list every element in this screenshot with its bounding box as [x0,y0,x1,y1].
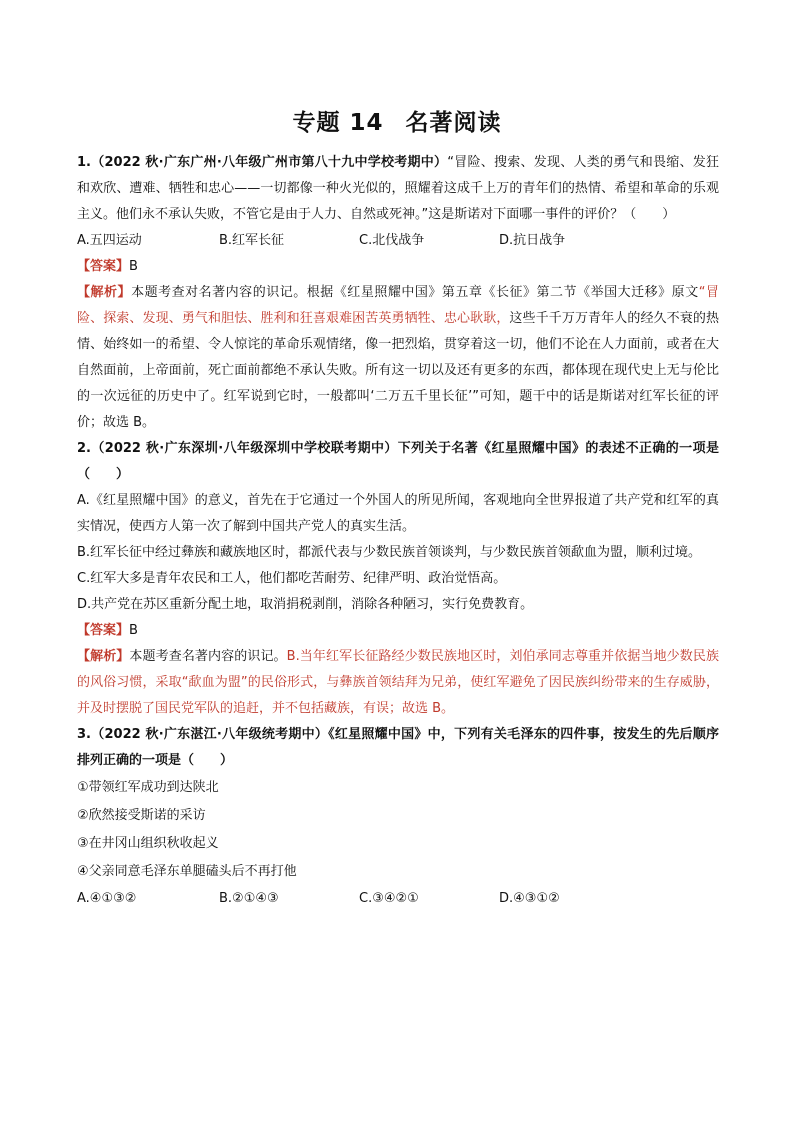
question-3-text: 《红星照耀中国》中，下列有关毛泽东的四件事，按发生的先后顺序排列正确的一项是（ ） [77,727,719,768]
question-1-source: （2022 秋·广东广州·八年级广州市第八十九中学校考期中） [90,155,448,170]
analysis-text-red-1: B.当年红军长征路经少数民族地区时，刘伯承同志尊重并依据当地少数民族的风俗习惯，采取 [77,649,719,690]
answer-value: B [129,259,138,274]
question-1-analysis [77,280,719,436]
page-title [0,104,794,137]
option-d: D.抗日战争 [499,233,566,248]
analysis-text-post: 这些千千万万青年人的经久不衰的热情、始终如一的希望、令人惊诧的革命乐观情绪，像一把烈焰，贯穿着这一切，他们不论在人力面前，或者在大自然面前，上帝面前，死亡面前都绝不承认失败。所有这一切以及还有更多的东西，都体现在现代史上无与伦比的一次远征的历史中了。红军说到它时，一般都叫‘二万五千里长征’”可知，题干中的话是斯诺对红军长征的评价；故选 B。 [77,311,719,430]
question-3-stem [77,722,719,774]
question-3-item-4: ④父亲同意毛泽东单腿磕头后不再打他 [77,864,297,879]
question-2-option-a: A.《红星照耀中国》的意义，首先在于它通过一个外国人的所见所闻，客观地向全世界报道了共产党和红军的真实情况，使西方人第一次了解到中国共产党人的真实生活。 [77,493,719,534]
question-2-text: 下列关于名著《红星照耀中国》的表述不正确的一项是（ ） [77,441,719,482]
question-1-stem [77,150,719,228]
option-b: B.红军长征 [219,233,285,248]
question-2-stem [77,436,719,488]
analysis-text-red-2: 的民俗形式，与彝族首领结拜为兄弟，使红军避免了因民族纠纷带来的生存威胁，并及时摆脱了国民党军队的追赶，并不包括藏族，有误；故选 B。 [77,675,719,716]
question-3-item-1: ①带领红军成功到达陕北 [77,780,219,795]
option-c: C.北伐战争 [359,233,425,248]
question-2-answer [77,618,719,644]
answer-value: B [129,623,138,638]
question-3-source: （2022 秋·广东湛江·八年级统考期中） [90,727,329,742]
title-part-2: 名著阅读 [405,110,502,136]
option-a: A.④①③② [77,891,137,906]
question-2-option-b: B.红军长征中经过彝族和藏族地区时，都派代表与少数民族首领谈判，与少数民族首领歃血为盟，顺利过境。 [77,545,702,560]
question-2-source: （2022 秋·广东深圳·八年级深圳中学校联考期中） [90,441,398,456]
question-2-option-d: D.共产党在苏区重新分配土地，取消捐税剥削，消除各种陋习，实行免费教育。 [77,597,534,612]
option-a: A.五四运动 [77,233,142,248]
title-part-1: 专题 14 [292,110,384,136]
question-2-analysis [77,644,719,722]
question-1-number: 1. [77,155,91,170]
analysis-text-pre: 本题考查对名著内容的识记。根据《红星照耀中国》第五章《长征》第二节《举国大迁移》原文 [131,285,699,300]
question-1-text: “冒险、搜索、发现、人类的勇气和畏缩、发狂和欢欣、遭难、牺牲和忠心——一切都像一种火光似的，照耀着这成千上万的青年们的热情、希望和革命的乐观主义。他们永不承认失败，不管它是由于人力、自然或死神。”这是斯诺对下面哪一事件的评价？（ ） [77,155,719,222]
question-2-number: 2. [77,441,91,456]
question-3-item-3: ③在井冈山组织秋收起义 [77,836,219,851]
analysis-quote: “歃血为盟” [181,675,248,690]
analysis-label: 【解析】 [77,649,130,664]
question-3-number: 3. [77,727,91,742]
analysis-text-pre: 本题考查名著内容的识记。 [129,649,287,664]
answer-label: 【答案】 [77,259,130,274]
analysis-quote: “冒险、探索、发现、勇气和胆怯、胜利和狂喜艰难困苦英勇牺牲、忠心耿耿， [77,285,719,326]
question-3-options [77,886,719,912]
option-d: D.④③①② [499,891,560,906]
question-2-option-c: C.红军大多是青年农民和工人，他们都吃苦耐劳、纪律严明、政治觉悟高。 [77,571,507,586]
question-1-options [77,228,719,254]
option-c: C.③④②① [359,891,419,906]
answer-label: 【答案】 [77,623,130,638]
content [77,150,719,912]
analysis-label: 【解析】 [77,285,132,300]
option-b: B.②①④③ [219,891,279,906]
question-3-item-2: ②欣然接受斯诺的采访 [77,808,206,823]
question-1-answer [77,254,719,280]
